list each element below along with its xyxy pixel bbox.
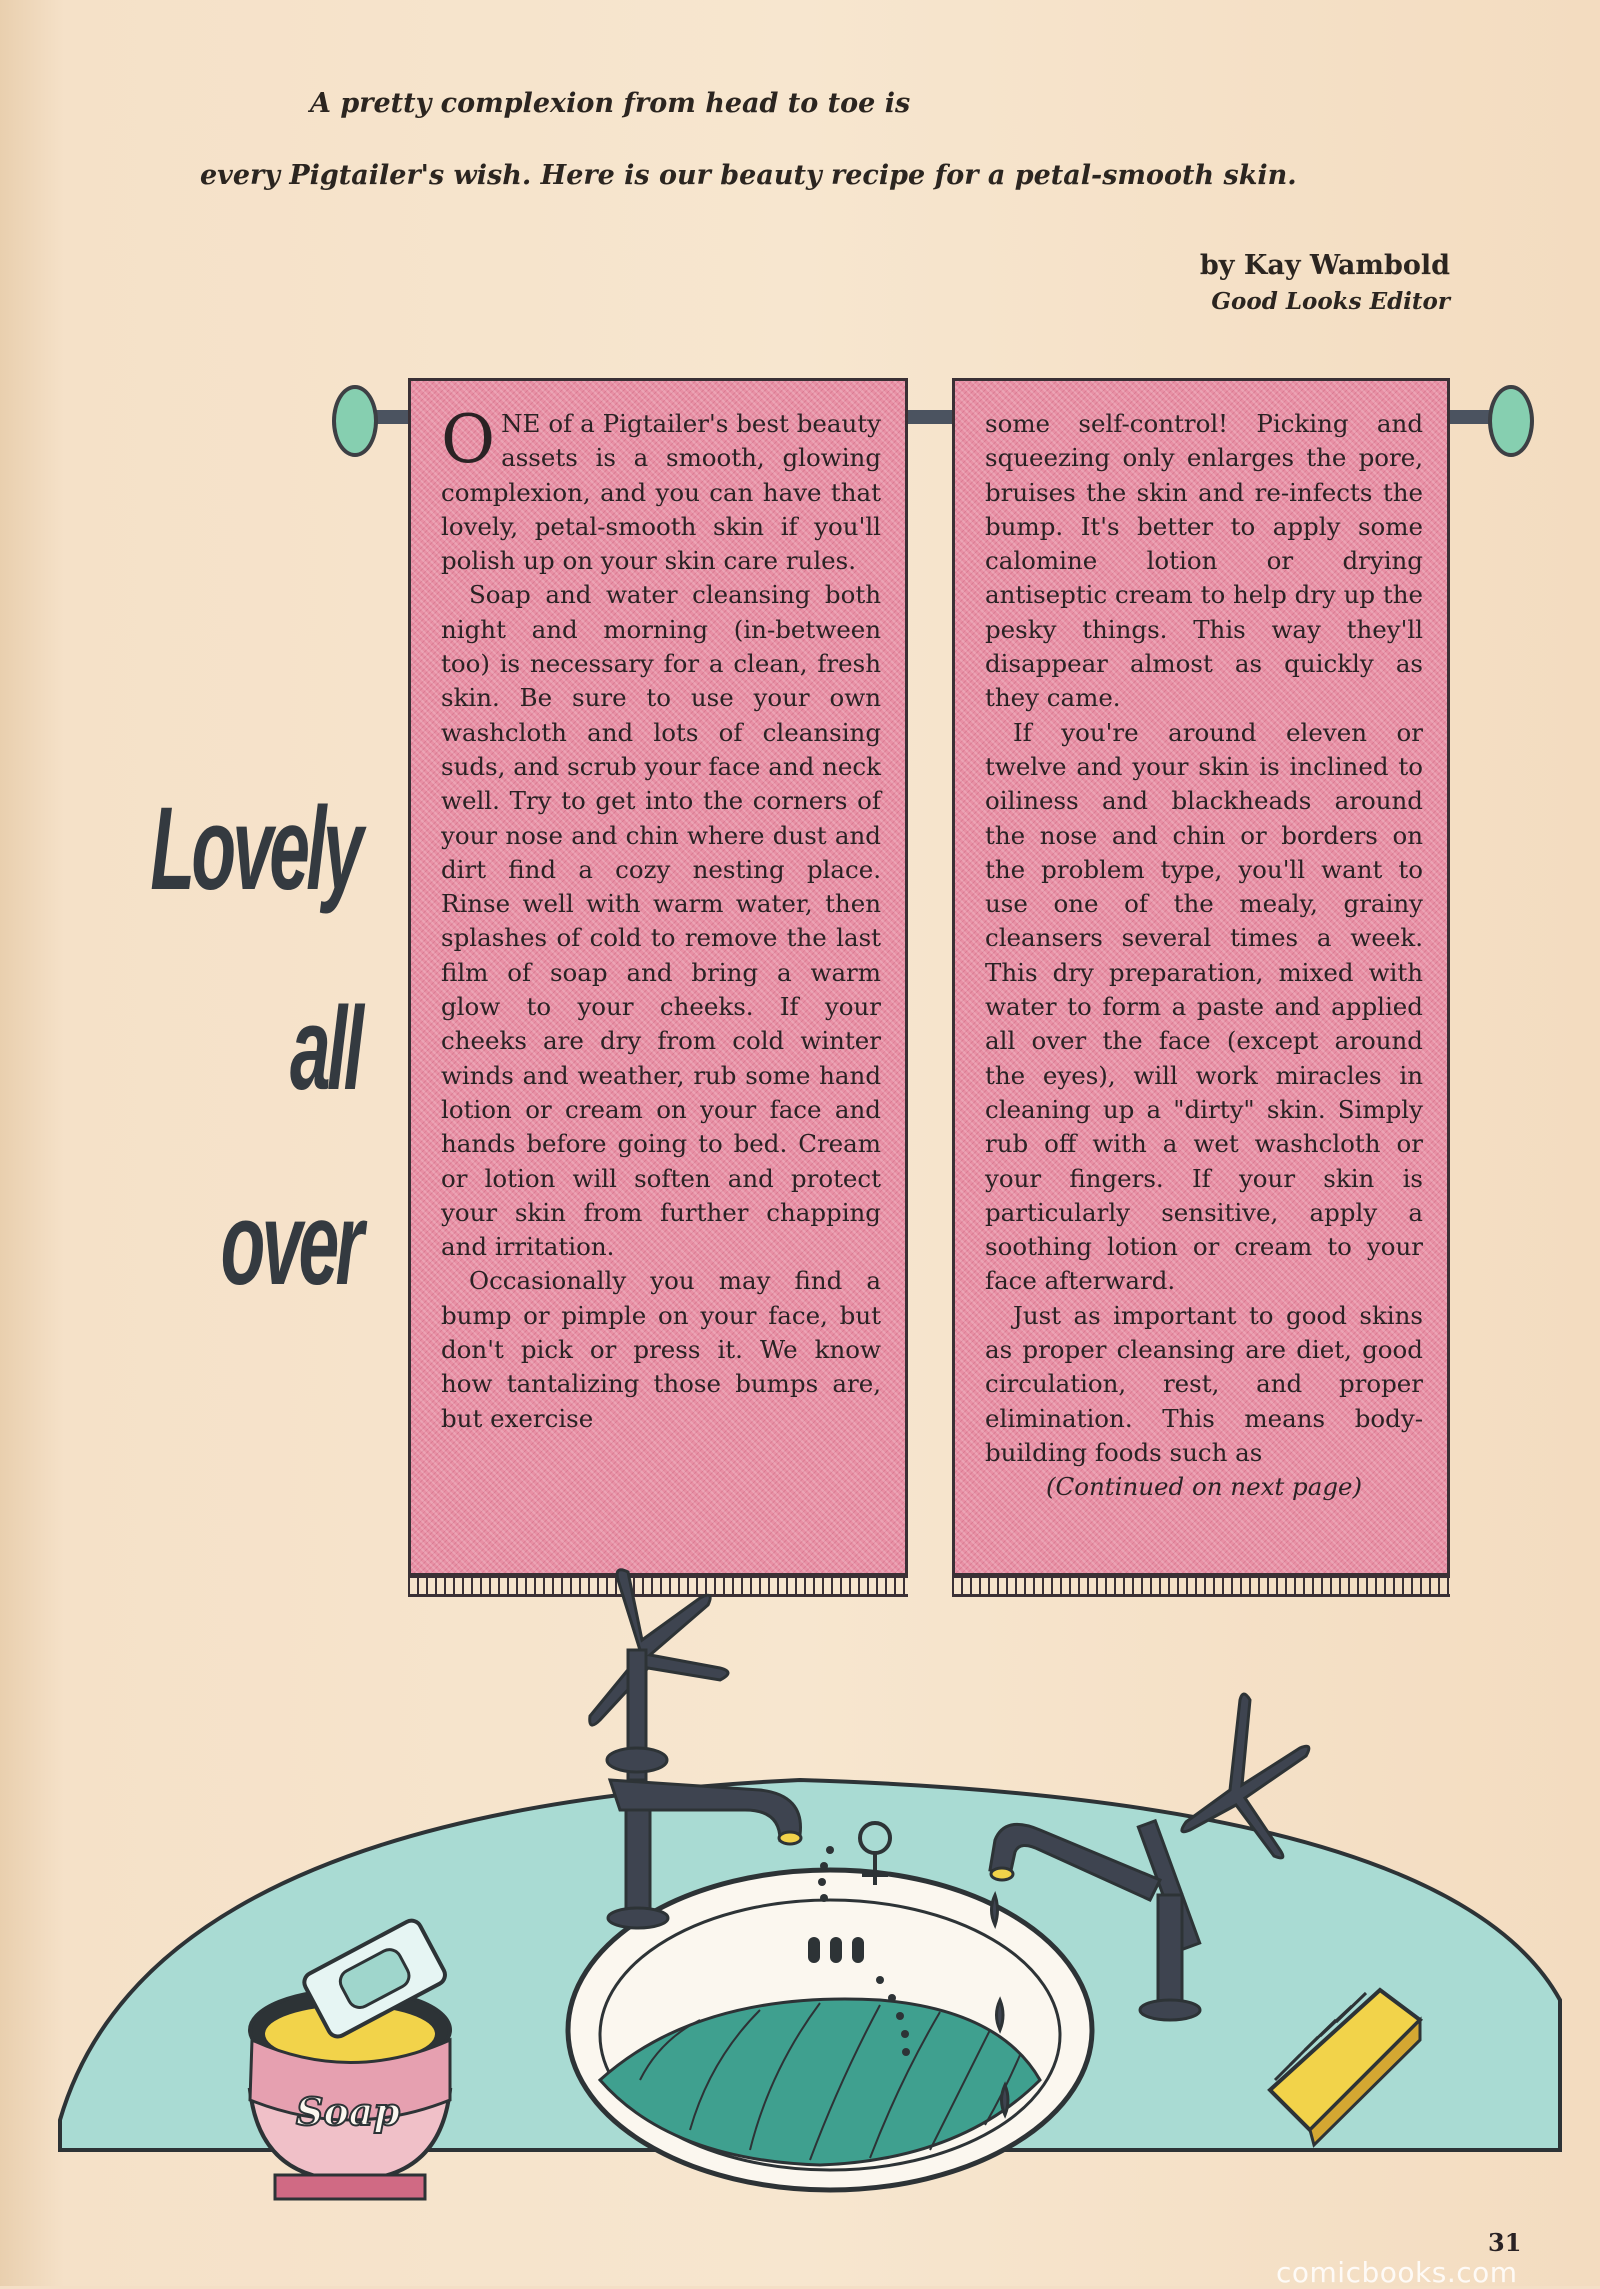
paragraph: Soap and water cleansing both night and morning (in-between too) is necessary for a clean, fresh skin. Be sure to use your own washcloth and lots of cleansing suds, and scrub your face and neck well. Try to get into the corners of your nose and chin where dust and dirt find a cozy nesting place. Rinse well with warm water, then splashes of cold to remove the last film of soap and bring a warm glow to your cheeks. If your cheeks are dry from cold winter winds and weather, rub some hand lotion or cream on your face and hands before going to bed. Cream or lotion will soften and protect your skin from further chapping and irritation. — [441, 580, 881, 1262]
left-faucet-handle — [590, 1570, 728, 1725]
headline-word-lovely: Lovely — [150, 783, 360, 915]
intro-line-2: every Pigtailer's wish. Here is our beauty recipe for a petal-smooth skin. — [200, 160, 1297, 191]
headline-word-over: over — [220, 1178, 360, 1310]
watermark: comicbooks.com — [1276, 2256, 1518, 2289]
paragraph: ONE of a Pigtailer's best beauty assets is a smooth, glowing complexion, and you can have that lovely, petal-smooth skin if you'll polish up on your skin care rules. — [441, 401, 881, 576]
soap-label: Soap — [296, 2089, 400, 2134]
byline-author: by Kay Wambold — [1199, 250, 1450, 281]
drop-cap: O — [441, 401, 496, 478]
byline-title: Good Looks Editor — [1211, 288, 1450, 315]
paragraph: If you're around eleven or twelve and your skin is inclined to oiliness and blackheads around the nose and chin or borders on the problem type, you'll want to use one of the mealy, grainy cleansers several times a week. This dry preparation, mixed with water to form a paste and applied all over the face (except around the eyes), will work miracles in cleaning up a "dirty" skin. Simply rub off with a wet washcloth or your fingers. If your skin is particularly sensitive, apply a soothing lotion or cream to your face afterward. — [985, 717, 1423, 1296]
headline-word-all: all — [289, 983, 360, 1115]
paragraph: Just as important to good skins as proper cleansing are diet, good circulation, rest, and proper elimination. This means body-building foods such as — [985, 1300, 1423, 1467]
continued-note: (Continued on next page) — [1045, 1472, 1363, 1502]
intro-line-1: A pretty complexion from head to toe is — [310, 88, 911, 119]
paragraph: Occasionally you may find a bump or pimple on your face, but don't pick or press it. We know how tantalizing those bumps are, but exercise — [441, 1266, 881, 1433]
paragraph: some self-control! Picking and squeezing only enlarges the pore, bruises the skin and re-infects the bump. It's better to apply some calomine lotion or drying antiseptic cream to help dry up the pesky things. This way they'll disappear almost as quickly as they came. — [985, 409, 1423, 713]
page-number: 31 — [1488, 2228, 1522, 2257]
